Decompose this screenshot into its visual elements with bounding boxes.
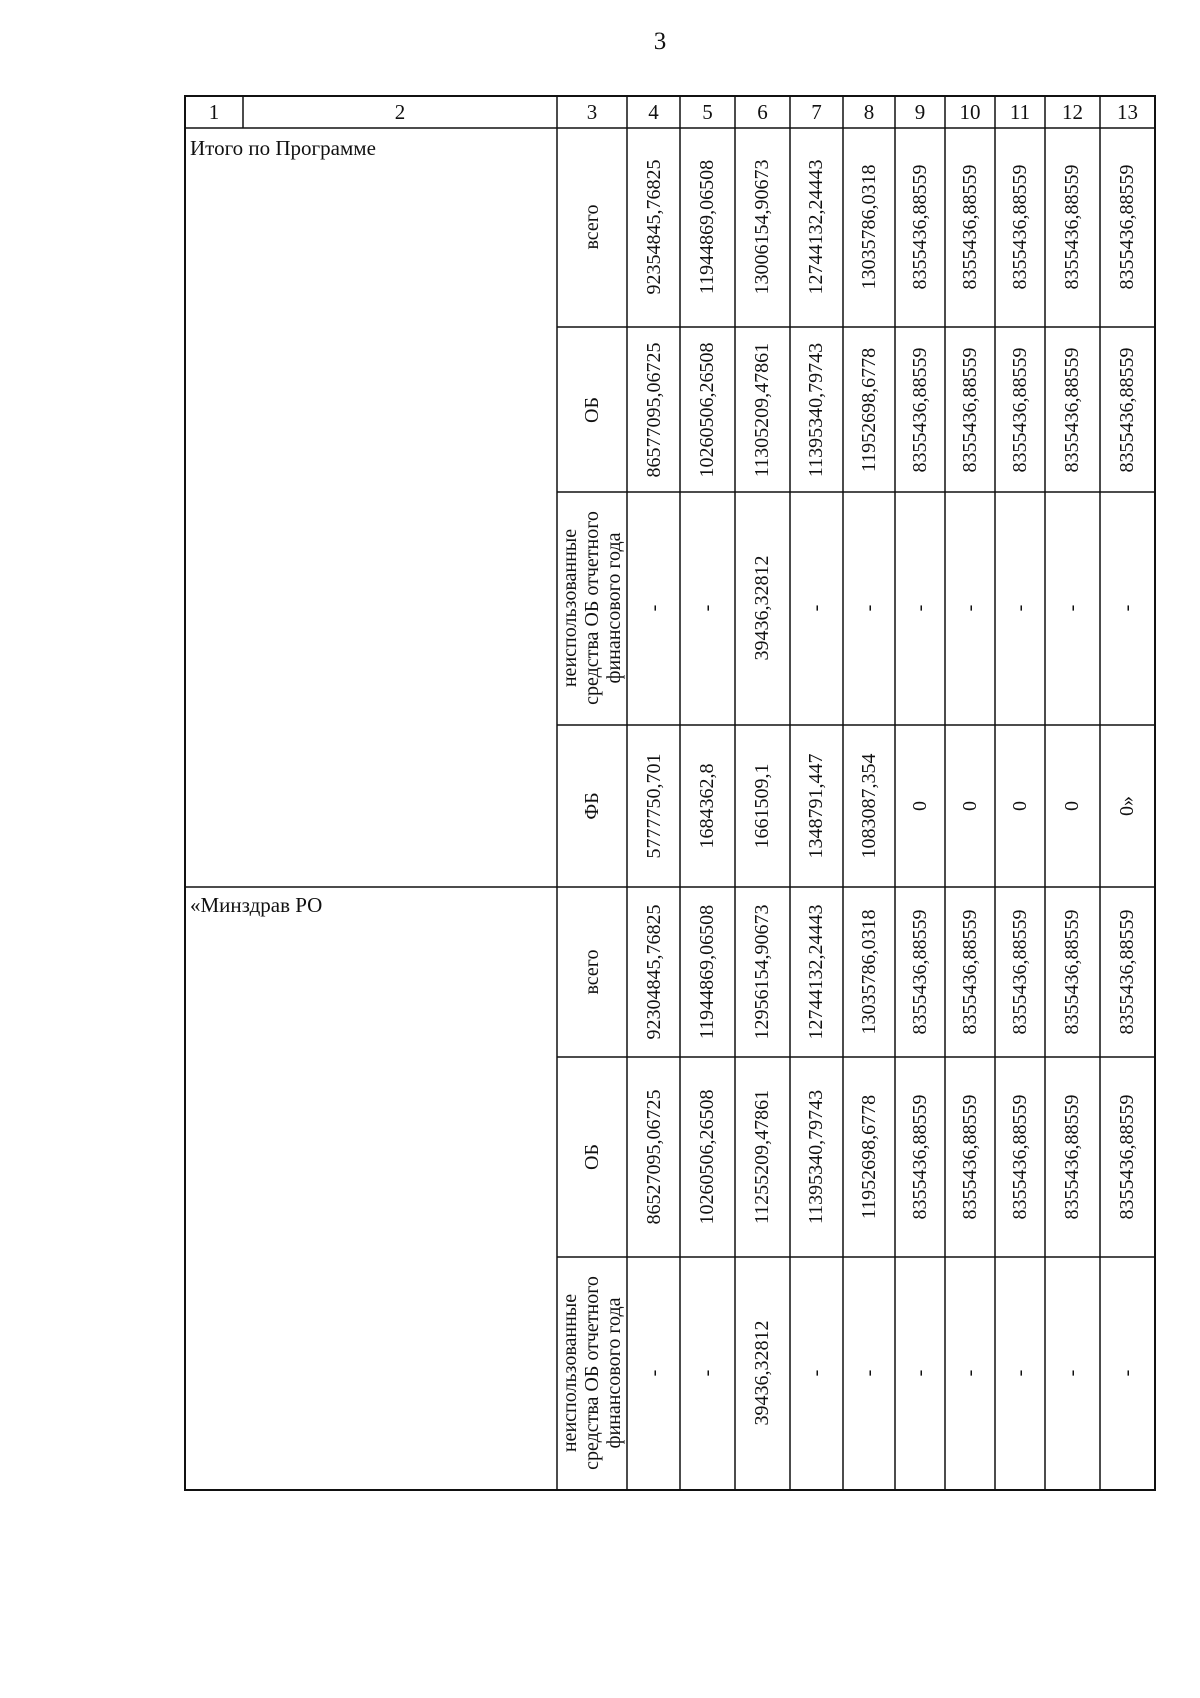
cell-neisp-b1-c4: -	[643, 1369, 665, 1377]
cell-ob-b0-c7: 11395340,79743	[805, 342, 827, 478]
source-label-ob: ОБ	[581, 397, 603, 423]
cell-ob-b1-c13: 8355436,88559	[1116, 1094, 1138, 1220]
cell-fb-b0-c10: 0	[959, 801, 981, 811]
cell-neisp-b1-c13: -	[1116, 1369, 1138, 1377]
cell-vsego-b1-c4: 92304845,76825	[643, 904, 665, 1040]
cell-fb-b0-c13: 0»	[1116, 796, 1138, 816]
cell-fb-b0-c11: 0	[1009, 801, 1031, 811]
cell-ob-b1-c7: 11395340,79743	[805, 1089, 827, 1225]
cell-vsego-b1-c13: 8355436,88559	[1116, 909, 1138, 1035]
col-header-1: 1	[208, 100, 220, 124]
cell-vsego-b1-c6: 12956154,90673	[751, 904, 773, 1040]
source-label-neisp: неиспользованные средства ОБ отчетного финансового года	[559, 511, 625, 705]
cell-vsego-b0-c10: 8355436,88559	[959, 164, 981, 290]
block-title-program-total: Итого по Программе	[190, 136, 376, 160]
cell-ob-b0-c6: 11305209,47861	[751, 342, 773, 478]
cell-vsego-b1-c5: 11944869,06508	[696, 904, 718, 1040]
cell-ob-b0-c12: 8355436,88559	[1061, 347, 1083, 473]
cell-neisp-b1-c8: -	[858, 1369, 880, 1377]
source-label-fb: ФБ	[581, 792, 603, 820]
cell-vsego-b1-c7: 12744132,24443	[805, 904, 827, 1040]
col-header-12: 12	[1062, 100, 1083, 124]
cell-fb-b0-c6: 1661509,1	[751, 763, 773, 849]
cell-neisp-b0-c13: -	[1116, 604, 1138, 612]
cell-vsego-b0-c5: 11944869,06508	[696, 159, 718, 295]
cell-neisp-b0-c9: -	[909, 604, 931, 612]
cell-neisp-b1-c7: -	[805, 1369, 827, 1377]
cell-vsego-b0-c8: 13035786,0318	[858, 164, 880, 290]
cell-vsego-b0-c4: 92354845,76825	[643, 159, 665, 295]
cell-neisp-b0-c11: -	[1009, 604, 1031, 612]
cell-fb-b0-c7: 1348791,447	[805, 753, 827, 859]
source-label-vsego: всего	[581, 204, 603, 250]
cell-neisp-b1-c11: -	[1009, 1369, 1031, 1377]
col-header-7: 7	[811, 100, 822, 124]
cell-vsego-b1-c9: 8355436,88559	[909, 909, 931, 1035]
cell-ob-b0-c4: 86577095,06725	[643, 342, 665, 478]
cell-fb-b0-c4: 5777750,701	[643, 753, 665, 859]
cell-ob-b1-c11: 8355436,88559	[1009, 1094, 1031, 1220]
cell-ob-b0-c5: 10260506,26508	[696, 342, 718, 478]
col-header-4: 4	[648, 100, 659, 124]
cell-neisp-b0-c6: 39436,32812	[751, 555, 773, 661]
cell-neisp-b1-c12: -	[1061, 1369, 1083, 1377]
cell-neisp-b0-c5: -	[696, 604, 718, 612]
cell-ob-b1-c12: 8355436,88559	[1061, 1094, 1083, 1220]
col-header-6: 6	[757, 100, 768, 124]
source-label-neisp: неиспользованные средства ОБ отчетного финансового года	[559, 1276, 625, 1470]
cell-vsego-b1-c11: 8355436,88559	[1009, 909, 1031, 1035]
col-header-5: 5	[702, 100, 713, 124]
col-header-3: 3	[586, 100, 598, 124]
cell-ob-b0-c10: 8355436,88559	[959, 347, 981, 473]
source-label-vsego: всего	[581, 949, 603, 995]
col-header-9: 9	[914, 100, 926, 124]
cell-vsego-b0-c11: 8355436,88559	[1009, 164, 1031, 290]
cell-ob-b1-c10: 8355436,88559	[959, 1094, 981, 1220]
cell-neisp-b1-c5: -	[696, 1369, 718, 1377]
cell-neisp-b0-c8: -	[858, 604, 880, 612]
cell-ob-b0-c13: 8355436,88559	[1116, 347, 1138, 473]
cell-neisp-b0-c7: -	[805, 604, 827, 612]
cell-vsego-b0-c13: 8355436,88559	[1116, 164, 1138, 290]
cell-neisp-b1-c10: -	[959, 1369, 981, 1377]
cell-ob-b1-c5: 10260506,26508	[696, 1089, 718, 1225]
cell-neisp-b1-c6: 39436,32812	[751, 1320, 773, 1426]
cell-ob-b1-c8: 11952698,6778	[858, 1094, 880, 1220]
cell-ob-b1-c4: 86527095,06725	[643, 1089, 665, 1225]
cell-neisp-b1-c9: -	[909, 1369, 931, 1377]
source-label-ob: ОБ	[581, 1144, 603, 1170]
cell-vsego-b0-c7: 12744132,24443	[805, 159, 827, 295]
cell-ob-b0-c9: 8355436,88559	[909, 347, 931, 473]
col-header-13: 13	[1117, 100, 1138, 124]
cell-vsego-b1-c12: 8355436,88559	[1061, 909, 1083, 1035]
col-header-8: 8	[863, 100, 875, 124]
cell-ob-b0-c11: 8355436,88559	[1009, 347, 1031, 473]
cell-neisp-b0-c12: -	[1061, 604, 1083, 612]
cell-fb-b0-c5: 1684362,8	[696, 763, 718, 849]
cell-vsego-b1-c8: 13035786,0318	[858, 909, 880, 1035]
cell-ob-b0-c8: 11952698,6778	[858, 347, 880, 473]
cell-vsego-b0-c12: 8355436,88559	[1061, 164, 1083, 290]
cell-fb-b0-c9: 0	[909, 801, 931, 811]
col-header-2: 2	[394, 100, 406, 124]
block-title-minzdrav: «Минздрав РО	[190, 893, 323, 917]
cell-ob-b1-c9: 8355436,88559	[909, 1094, 931, 1220]
cell-fb-b0-c12: 0	[1061, 801, 1083, 811]
col-header-10: 10	[959, 100, 981, 124]
cell-vsego-b1-c10: 8355436,88559	[959, 909, 981, 1035]
page-number: 3	[653, 28, 667, 55]
cell-vsego-b0-c9: 8355436,88559	[909, 164, 931, 290]
cell-ob-b1-c6: 11255209,47861	[751, 1089, 773, 1225]
cell-vsego-b0-c6: 13006154,90673	[751, 159, 773, 295]
cell-neisp-b0-c10: -	[959, 604, 981, 612]
cell-neisp-b0-c4: -	[643, 604, 665, 612]
col-header-11: 11	[1009, 100, 1031, 124]
cell-fb-b0-c8: 1083087,354	[858, 753, 880, 859]
